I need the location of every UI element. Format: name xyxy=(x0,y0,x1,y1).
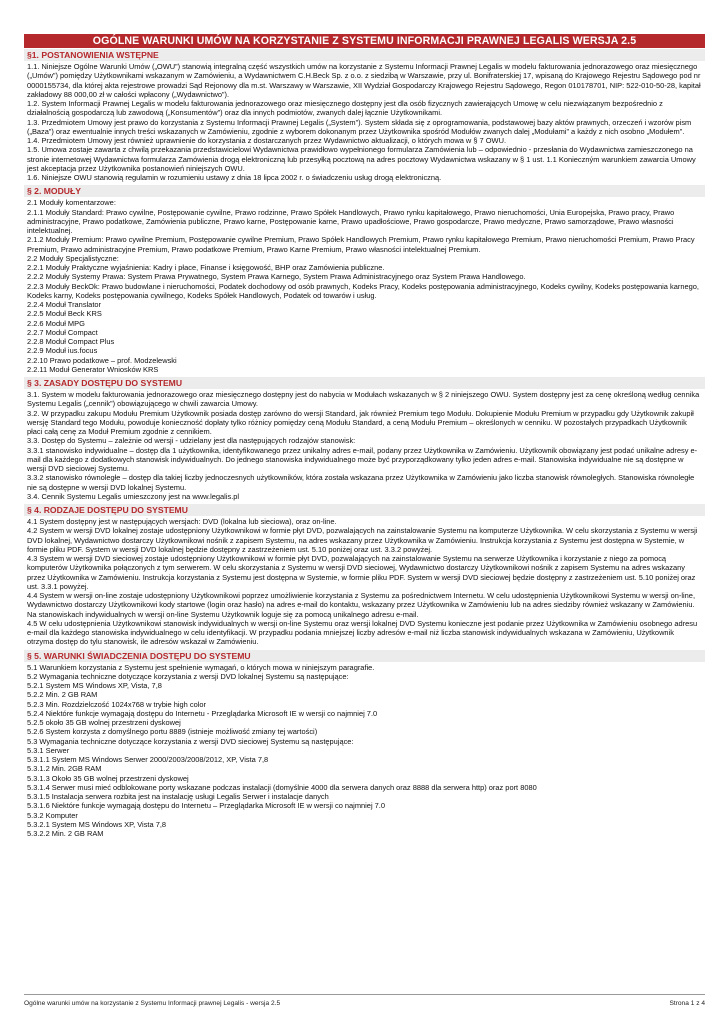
paragraph: 2.2.5 Moduł Beck KRS xyxy=(27,309,102,319)
document-title: OGÓLNE WARUNKI UMÓW NA KORZYSTANIE Z SYSTEMU INFORMACJI PRAWNEJ LEGALIS WERSJA 2.5 xyxy=(24,34,705,48)
paragraph: 5.2.4 Niektóre funkcje wymagają dostępu do Internetu - Przeglądarka Microsoft IE w wersji co najmniej 7.0 xyxy=(27,708,378,718)
paragraph: 4.5 W celu udostępnienia Użytkownikowi stanowisk indywidualnych w wersji on-line Systemu oraz wersji lokalnej DVD Systemu konieczne jest podanie przez Użytkownika w Zamówieniu osobnego adresu e-mail dla każdego stanowiska indywidualnego w celu identyfikacji. W przypadku podania mniejszej liczby adresów e-mail niż liczba stanowisk indywidualnych wskazana w Zamówieniu, Użytkownik otrzyma dostęp do tylu stanowisk, ile adresów wskazał w Zamówieniu. xyxy=(27,618,698,647)
footer-document-name: Ogólne warunki umów na korzystanie z Systemu Informacji prawnej Legalis - wersja 2.5 xyxy=(24,1000,281,1007)
paragraph: 1.1. Niniejsze Ogólne Warunki Umów („OWU”) stanowią integralną część wszystkich umów na korzystanie z Systemu Informacji Prawnej Legalis w modelu fakturowania jednorazowego oraz miesięcznego („Umów”) pomiędzy Użytkownikami wskazanym w Zamówieniu, a Wydawnictwem C.H.Beck Sp. z o.o. z siedzibą w Warszawie, przy ul. Bonifraterskiej 17, wpisaną do Krajowego Rejestru Sądowego pod nr 0000155734, dla której akta rejestrowe prowadzi Sąd Rejonowy dla m.st. Warszawy w Warszawie, XII Wydział Gospodarczy Krajowego Rejestru Sądowego, Regon 010178701, NIP: 522-010-50-28, kapitał zakładowy 88 000,00 zł w całości wpłacony („Wydawnictwo”). xyxy=(27,62,701,99)
paragraph: 4.4 System w wersji on-line zostaje udostępniony Użytkownikowi poprzez umożliwienie korzystania z Systemu za pośrednictwem Internetu. W celu udostępnienia Użytkownikowi Systemu w wersji on-line, Wydawnictwo dostarczy Użytkownikowi kody startowe (login oraz hasło) na adres e-mail do kontaktu, wskazany przez Użytkownika w Zamówieniu lub na adres siedziby również wskazany w Zamówieniu. Na stanowiskach indywidualnych w wersji on-line Systemu Użytkownik loguje się za pomocą unikalnego adresu e-mail. xyxy=(27,591,696,619)
paragraph: 2.2.3 Moduły BeckOk: Prawo budowlane i nieruchomości, Podatek dochodowy od osób prawnych, Kodeks Pracy, Kodeks postępowania administracyjnego, Kodeks cywilny, Kodeks postępowania karnego, Kodeks karny, Kodeks postępowania cywilnego, Kodeks Spółek Handlowych, Podatek od towarów i usług. xyxy=(27,281,699,300)
paragraph: 5.3.2.1 System MS Windows XP, Vista 7,8 xyxy=(27,819,167,829)
paragraph: 5.2.3 Min. Rozdzielczość 1024x768 w trybie high color xyxy=(27,699,207,709)
paragraph: 3.1. System w modelu fakturowania jednorazowego oraz miesięcznego dostępny jest do nabycia w Modułach wskazanych w § 2 niniejszego OWU. System dostępny jest za cenę określoną według cennika Systemu Legalis („cennik”) obowiązującego w chwili zawarcia Umowy. xyxy=(27,390,700,409)
section-heading: § 2. MODUŁY xyxy=(24,185,705,197)
paragraph: 5.3 Wymagania techniczne dotyczące korzystania z wersji DVD sieciowej Systemu są następujące: xyxy=(27,736,354,746)
section-body xyxy=(24,516,705,649)
paragraph: 5.2.5 około 35 GB wolnej przestrzeni dyskowej xyxy=(27,718,181,727)
section-body xyxy=(24,61,705,184)
paragraph: 1.6. Niniejsze OWU stanowią regulamin w rozumieniu ustawy z dnia 18 lipca 2002 r. o świadczeniu usług drogą elektroniczną. xyxy=(27,173,442,182)
paragraph: 5.3.1.5 Instalacja serwera rozbita jest na instalację usługi Legalis Serwer i instalacje danych xyxy=(27,792,329,801)
paragraph: 3.3. Dostęp do Systemu – zależnie od wersji - udzielany jest dla następujących rodzajów stanowisk: xyxy=(27,436,356,446)
paragraph: 5.2.2 Min. 2 GB RAM xyxy=(27,690,98,700)
section-heading: § 3. ZASADY DOSTĘPU DO SYSTEMU xyxy=(24,377,705,389)
section-body xyxy=(24,197,705,376)
paragraph: 2.2.10 Prawo podatkowe – prof. Modzelewski xyxy=(27,355,177,365)
page-footer xyxy=(24,994,705,1007)
paragraph: 2.1.1 Moduły Standard: Prawo cywilne, Postępowanie cywilne, Prawo rodzinne, Prawo Spółek Handlowych, Prawo rynku kapitałowego, Prawo nieruchomości, Unia Europejska, Prawo pracy, Prawo administracyjne, Prawo podatkowe, Zamówienia publiczne, Prawo karne, Postępowanie karne, Prawo upadłościowe, Prawo gospodarcze, Prawo medyczne, Prawo samorządowe, Prawo własności intelektualnej. xyxy=(27,207,675,235)
paragraph: 5.3.1.6 Niektóre funkcje wymagają dostępu do Internetu – Przeglądarka Microsoft IE w wersji co najmniej 7.0 xyxy=(27,801,386,811)
paragraph: 2.2.11 Moduł Generator Wniosków KRS xyxy=(27,364,159,374)
paragraph: 5.3.2 Komputer xyxy=(27,810,78,820)
paragraph: 5.3.1.4 Serwer musi mieć odblokowane porty wskazane podczas instalacji (domyślnie 4000 dla serwera danych oraz 8888 dla serwera http) oraz port 8080 xyxy=(27,782,537,792)
paragraph: 2.2 Moduły Specjalistyczne: xyxy=(27,253,119,263)
section-body xyxy=(24,389,705,503)
footer-page-number: Strona 1 z 4 xyxy=(669,1000,705,1007)
paragraph: 2.1.2 Moduły Premium: Prawo cywilne Premium, Postępowanie cywilne Premium, Prawo Spółek Handlowych Premium, Prawo rynku kapitałowego Premium, Prawo nieruchomości Premium, Prawo Pracy Premium, Prawo administracyjne Premium, Prawo podatkowe Premium, Prawo Karne Premium, Prawo własności intelektualnej Premium. xyxy=(27,235,695,254)
paragraph: 5.2.6 System korzysta z domyślnego portu 8889 (istnieje możliwość zmiany tej wartości) xyxy=(27,727,318,737)
paragraph: 3.4. Cennik Systemu Legalis umieszczony jest na www.legalis.pl xyxy=(27,491,240,501)
paragraph: 5.1 Warunkiem korzystania z Systemu jest spełnienie wymagań, o których mowa w niniejszym paragrafie. xyxy=(27,662,375,672)
paragraph: 3.3.1 stanowisko indywidualne – dostęp dla 1 użytkownika, identyfikowanego przez unikalny adres e-mail, podany przez Użytkownika w Zamówieniu. Użytkownik obowiązany jest podać unikalne adresy e-mail dla każdego z dodatkowych stanowisk indywidualnych. Do jednego stanowiska indywidualnego może być przyporządkowany tylko jeden adres e-mail. Stanowiska indywidualne nie są dostępne w wersji DVD sieciowej Systemu. xyxy=(27,445,698,473)
paragraph: 3.3.2 stanowisko równoległe – dostęp dla takiej liczby jednoczesnych użytkowników, która została wskazana przez Użytkownika w Zamówieniu jako liczba stanowisk równoległych. Stanowiska równoległe nie są dostępne w wersji DVD lokalnej Systemu. xyxy=(27,473,695,492)
paragraph: 2.2.2 Moduły Systemy Prawa: System Prawa Prywatnego, System Prawa Karnego, System Prawa Administracyjnego oraz System Prawa Handlowego. xyxy=(27,272,526,282)
paragraph: 2.2.6 Moduł MPG xyxy=(27,318,85,328)
paragraph: 5.3.2.2 Min. 2 GB RAM xyxy=(27,829,104,838)
paragraph: 4.2 System w wersji DVD lokalnej zostaje udostępniony Użytkownikowi w formie płyt DVD, pozwalających na zainstalowanie Systemu na komputerze Użytkownika. W celu skorzystania z Systemu w wersji DVD lokalnej, Wydawnictwo dostarczy Użytkownikowi nośnik z zapisem Systemu, na adres wskazany przez Użytkownika w Zamówieniu. Instrukcja korzystania z Systemu jest dostępna w Systemie, w formie pliku PDF. System w wersji DVD lokalnej będzie dostępny z zastrzeżeniem ust. 5.10 poniżej oraz ust. 3.3.2 powyżej. xyxy=(27,526,698,554)
paragraph: 5.3.1.2 Min. 2GB RAM xyxy=(27,764,102,774)
paragraph: 2.2.7 Moduł Compact xyxy=(27,327,98,337)
section-body xyxy=(24,662,705,841)
paragraph: 1.2. System Informacji Prawnej Legalis w modelu fakturowania jednorazowego oraz miesięcznego dostępny jest dla osób fizycznych zawierających Umowę w celu niezwiązanym bezpośrednio z działalnością gospodarczą lub zawodową („Konsumentów”) oraz dla innych podmiotów, zwanych dalej łącznie Użytkownikami. xyxy=(27,99,663,118)
section-heading: § 5. WARUNKI ŚWIADCZENIA DOSTĘPU DO SYSTEMU xyxy=(24,650,705,662)
paragraph: 2.2.8 Moduł Compact Plus xyxy=(27,337,115,346)
paragraph: 5.3.1.3 Około 35 GB wolnej przestrzeni dyskowej xyxy=(27,773,189,783)
paragraph: 3.2. W przypadku zakupu Modułu Premium Użytkownik posiada dostęp zarówno do wersji Standard, jak również Premium tego Modułu. Dokupienie Modułu Premium w przypadku gdy Użytkownik zakupił wersję Standard tego Modułu, powoduje konieczność dopłaty tylko różnicy pomiędzy ceną Modułu Standard, a ceną Modułu Premium – określonych w cenniku. W pozostałych przypadkach Użytkownik płaci całą cenę za Moduł Premium zgodnie z cennikiem. xyxy=(27,408,694,436)
paragraph: 2.1 Moduły komentarzowe: xyxy=(27,198,116,208)
paragraph: 5.3.1.1 System MS Windows Serwer 2000/2003/2008/2012, XP, Vista 7,8 xyxy=(27,755,269,764)
paragraph: 2.2.9 Moduł ius.focus xyxy=(27,346,98,356)
paragraph: 5.3.1 Serwer xyxy=(27,745,70,755)
paragraph: 4.1 System dostępny jest w następujących wersjach: DVD (lokalna lub sieciowa), oraz on-line. xyxy=(27,517,337,526)
paragraph: 2.2.1 Moduły Praktyczne wyjaśnienia: Kadry i płace, Finanse i księgowość, BHP oraz Zamówienia publiczne. xyxy=(27,263,385,272)
document-page xyxy=(24,34,705,840)
paragraph: 1.4. Przedmiotem Umowy jest również uprawnienie do korzystania z dostarczanych przez Wydawnictwo aktualizacji, o których mowa w § 7 OWU. xyxy=(27,136,507,145)
paragraph: 1.5. Umowa zostaje zawarta z chwilą przekazania przedstawicielowi Wydawnictwa prawidłowo wypełnionego formularza Zamówienia lub – odpowiednio - przesłania do Wydawnictwa zamieszczonego na stronie internetowej Wydawnictwa formularza Zamówienia drogą elektroniczną lub przesyłką pocztową na adres pocztowy Wydawnictwa wskazany w § 1 ust. 1.1 Konieczným warunkiem zawarcia Umowy jest akceptacja przez Użytkownika postanowień niniejszych OWU. xyxy=(27,145,696,173)
paragraph: 2.2.4 Moduł Translator xyxy=(27,300,102,309)
sections-container xyxy=(24,49,705,840)
paragraph: 4.3 System w wersji DVD sieciowej zostaje udostępniony Użytkownikowi w formie płyt DVD, pozwalających na zainstalowanie Systemu na serwerze Użytkownika i korzystanie z niego za pomocą komputerów Użytkownika połączonych z tym serwerem. W celu skorzystania z Systemu w wersji DVD sieciowej, Wydawnictwo dostarczy Użytkownikowi nośnik z zapisem Systemu na adres wskazany przez Użytkownika w Zamówieniu. Instrukcja korzystania z Systemu jest dostępna w Systemie, w formie pliku PDF. System w wersji DVD sieciowej będzie dostępny z zastrzeżeniem ust. 5.10 poniżej oraz ust. 3.3.1 powyżej. xyxy=(27,554,696,591)
section-heading: §1. POSTANOWIENIA WSTĘPNE xyxy=(24,49,705,61)
paragraph: 1.3. Przedmiotem Umowy jest prawo do korzystania z Systemu Informacji Prawnej Legalis („System”). System składa się z oprogramowania, podstawowej bazy aktów prawnych, orzeczeń i wzorów pism („Baza”) oraz ewentualnie innych treści wskazanych w Zamówieniu, zgodnie z wyborem dokonanym przez Użytkownika spośród Modułów zwanych dalej „Modułami” a każdy z nich osobno „Modułem”. xyxy=(27,117,692,136)
paragraph: 5.2.1 System MS Windows XP, Vista, 7,8 xyxy=(27,681,162,690)
paragraph: 5.2 Wymagania techniczne dotyczące korzystania z wersji DVD lokalnej Systemu są następujące: xyxy=(27,671,349,681)
section-heading: § 4. RODZAJE DOSTĘPU DO SYSTEMU xyxy=(24,504,705,516)
